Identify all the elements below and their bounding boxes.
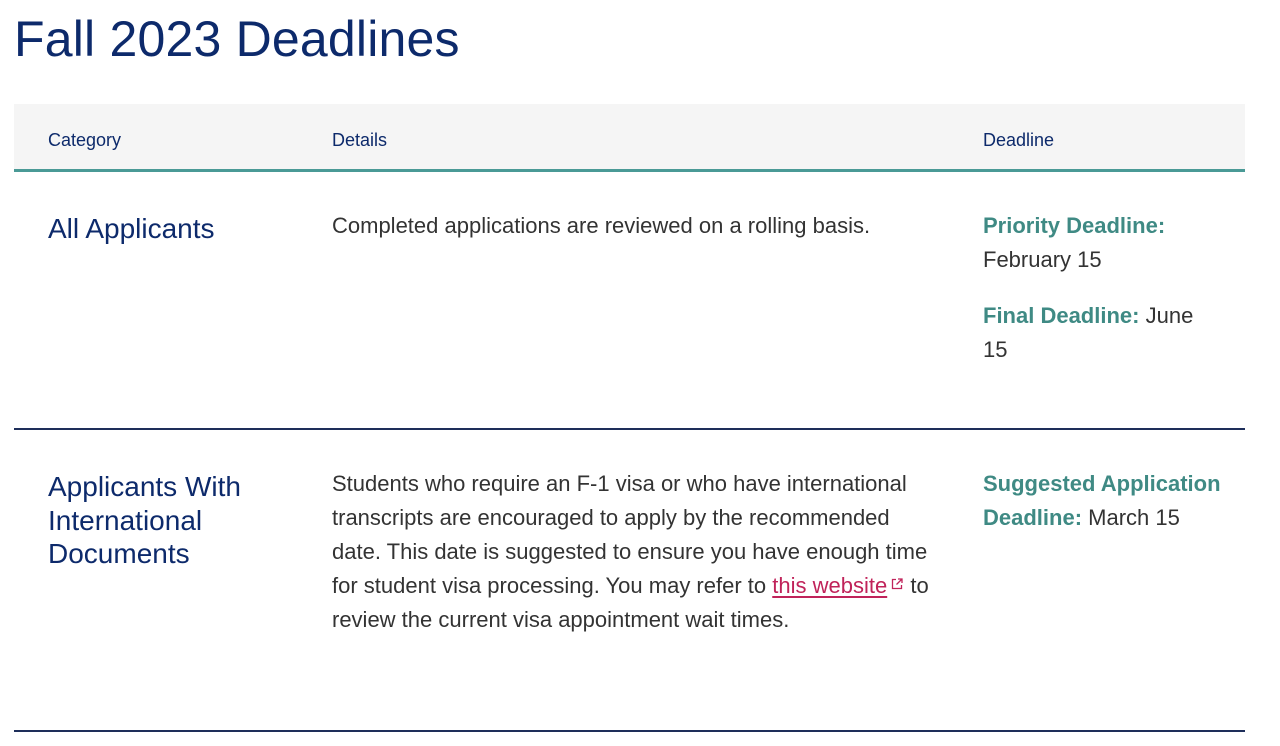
external-link-icon [890, 577, 904, 591]
deadline-value: March 15 [1088, 505, 1180, 530]
table-row [14, 430, 1245, 732]
deadline-label: Priority Deadline: [983, 213, 1166, 238]
deadline-value: June 15 [983, 303, 1194, 362]
header-deadline: Deadline [983, 130, 1055, 150]
row-deadlines [983, 209, 1223, 389]
row-deadlines [983, 467, 1223, 557]
deadline-item [983, 467, 1223, 535]
table-header [14, 104, 1245, 172]
row-category: Applicants With International Documents [48, 471, 241, 569]
row-details [332, 467, 932, 637]
header-details: Details [332, 130, 388, 150]
this-website-link[interactable] [772, 573, 904, 598]
row-details: Completed applications are reviewed on a rolling basis. [332, 213, 871, 238]
deadline-label: Final Deadline: [983, 303, 1140, 328]
row-category: All Applicants [48, 213, 215, 244]
deadlines-table [14, 104, 1245, 732]
deadline-label: Suggested Application Deadline: [983, 471, 1221, 530]
details-text: Students who require an F-1 visa or who have international transcripts are encouraged to apply by the recommended date. This date is suggested to ensure you have enough time for student visa processing. You may refer to [332, 471, 928, 598]
deadline-value: February 15 [983, 247, 1102, 272]
deadline-item [983, 299, 1223, 367]
header-category: Category [48, 130, 122, 150]
details-text: to review the current visa appointment wait times. [332, 573, 929, 632]
table-row [14, 172, 1245, 430]
deadline-item [983, 209, 1223, 277]
page-title: Fall 2023 Deadlines [14, 11, 460, 67]
link-label: this website [772, 573, 888, 598]
